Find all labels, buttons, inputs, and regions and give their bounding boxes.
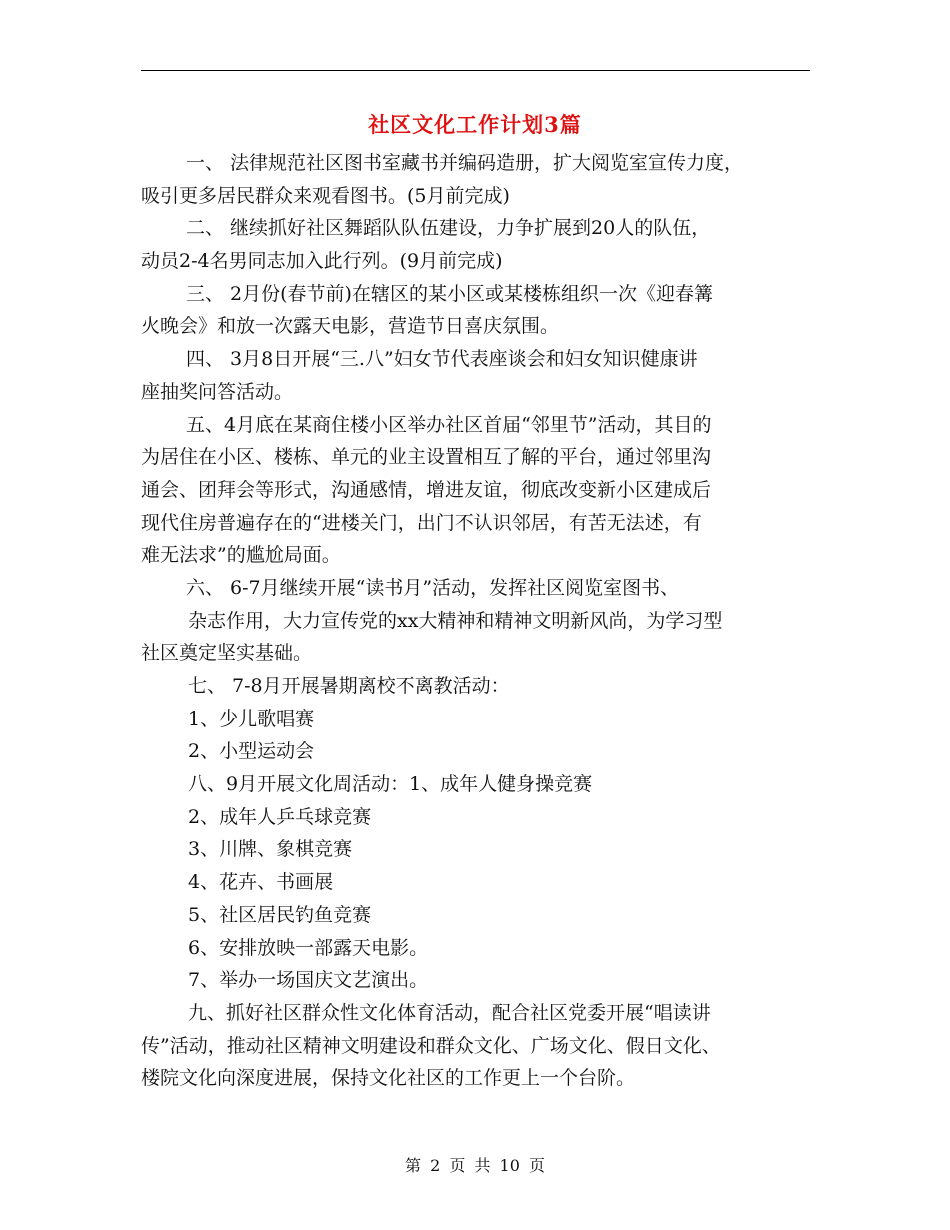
list-item: 5、社区居民钓鱼竞赛 (188, 903, 372, 926)
paragraph-line: 二、 继续抓好社区舞蹈队队伍建设，力争扩展到20人的队伍， (186, 217, 711, 240)
paragraph-line: 火晚会》和放一次露天电影，营造节日喜庆氛围。 (141, 315, 560, 338)
list-item: 4、花卉、书画展 (188, 871, 334, 894)
header-rule (141, 70, 810, 71)
list-item: 7、举办一场国庆文艺演出。 (188, 969, 429, 992)
paragraph-line: 四、 3月8日开展“三.八”妇女节代表座谈会和妇女知识健康讲 (186, 348, 698, 371)
paragraph-line: 七、 7-8月开展暑期离校不离教活动： (188, 675, 510, 697)
paragraph-line: 九、抓好社区群众性文化体育活动，配合社区党委开展“唱读讲 (188, 1001, 711, 1024)
page-number: 第 2 页 共 10 页 (405, 1156, 545, 1175)
paragraph-line: 杂志作用，大力宣传党的xx大精神和精神文明新风尚，为学习型 (188, 609, 723, 632)
paragraph-line: 座抽奖问答活动。 (141, 380, 294, 403)
paragraph-line: 吸引更多居民群众来观看图书。(5月前完成) (141, 184, 510, 207)
list-item: 1、少儿歌唱赛 (188, 707, 315, 730)
list-item: 6、安排放映一部露天电影。 (188, 936, 429, 959)
paragraph-line: 难无法求”的尴尬局面。 (141, 544, 341, 567)
list-item: 2、小型运动会 (188, 740, 315, 763)
paragraph-line: 八、9月开展文化周活动：1、成年人健身操竞赛 (188, 773, 593, 796)
paragraph-line: 现代住房普遍存在的“进楼关门，出门不认识邻居，有苦无法述，有 (141, 511, 702, 534)
paragraph-line: 三、 2月份(春节前)在辖区的某小区或某楼栋组织一次《迎春篝 (186, 282, 713, 305)
paragraph-line: 五、4月底在某商住楼小区举办社区首届“邻里节”活动，其目的 (186, 413, 712, 436)
paragraph-line: 为居住在小区、楼栋、单元的业主设置相互了解的平台，通过邻里沟 (141, 446, 712, 469)
document-title: 社区文化工作计划3篇 (368, 112, 582, 137)
paragraph-line: 一、 法律规范社区图书室藏书并编码造册，扩大阅览室宣传力度， (186, 152, 744, 174)
paragraph-line: 楼院文化向深度进展，保持文化社区的工作更上一个台阶。 (141, 1067, 636, 1090)
list-item: 2、成年人乒乓球竞赛 (188, 805, 372, 828)
paragraph-line: 六、 6-7月继续开展“读书月”活动，发挥社区阅览室图书、 (186, 576, 680, 599)
document-body (141, 147, 810, 1095)
paragraph-line: 通会、团拜会等形式，沟通感情，增进友谊，彻底改变新小区建成后 (141, 478, 712, 501)
paragraph-line: 动员2-4名男同志加入此行列。(9月前完成) (141, 250, 503, 273)
paragraph-line: 传”活动，推动社区精神文明建设和群众文化、广场文化、假日文化、 (141, 1034, 721, 1057)
list-item: 3、川牌、象棋竞赛 (188, 838, 353, 861)
paragraph-line: 社区奠定坚实基础。 (141, 642, 313, 665)
